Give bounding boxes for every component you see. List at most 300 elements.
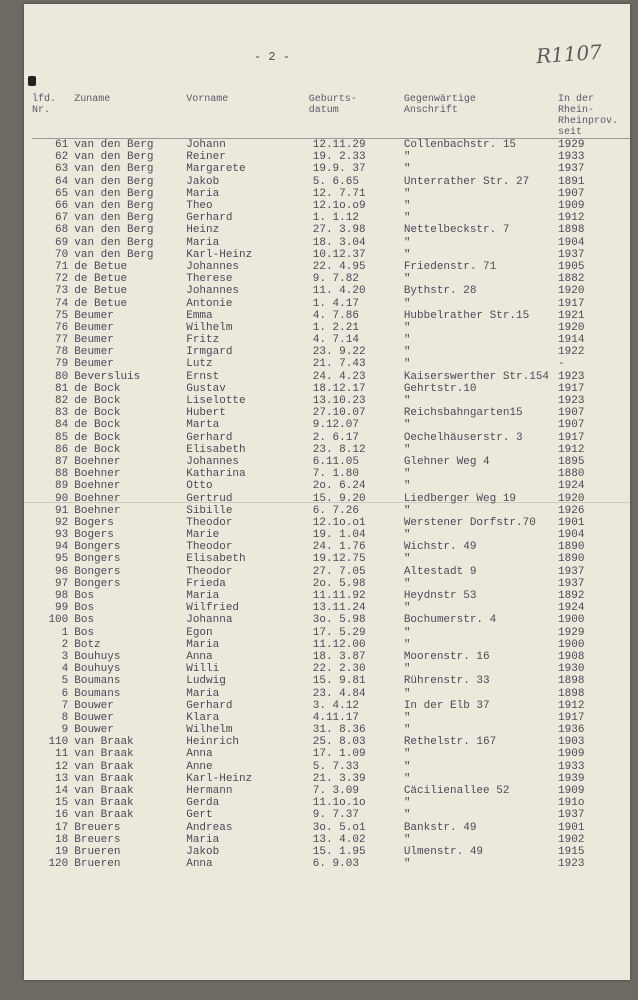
cell-vorname: Hubert xyxy=(186,407,226,420)
cell-nr: 95 xyxy=(55,553,69,566)
cell-geburtsdatum: 6. 9.03 xyxy=(312,858,359,871)
table-row xyxy=(32,139,630,152)
cell-zuname: de Bock xyxy=(74,407,121,420)
cell-nr: 90 xyxy=(55,492,69,505)
cell-zuname: Bouhuys xyxy=(74,650,121,663)
cell-vorname: Sibille xyxy=(186,504,233,517)
table-row xyxy=(32,444,630,456)
cell-nr: 8 xyxy=(61,711,69,724)
table-row xyxy=(32,736,630,748)
cell-vorname: Irmgard xyxy=(186,346,233,359)
cell-zuname: Bongers xyxy=(74,553,121,566)
cell-anschrift: " xyxy=(403,858,411,871)
cell-geburtsdatum: 15. 9.20 xyxy=(312,492,366,505)
cell-zuname: Bongers xyxy=(74,565,121,578)
cell-nr: 14 xyxy=(55,785,69,798)
cell-vorname: Lutz xyxy=(186,358,213,371)
cell-anschrift: Bythstr. 28 xyxy=(403,285,477,298)
cell-vorname: Johannes xyxy=(186,260,240,273)
cell-vorname: Johann xyxy=(186,139,226,152)
cell-vorname: Heinrich xyxy=(186,736,240,749)
cell-zuname: Brueren xyxy=(74,858,121,871)
cell-seit: 1917 xyxy=(558,431,585,444)
cell-nr: 7 xyxy=(61,699,69,712)
cell-vorname: Gert xyxy=(186,809,213,822)
cell-anschrift: " xyxy=(403,443,411,456)
cell-geburtsdatum: 12.1o.o9 xyxy=(312,200,366,213)
cell-nr: 71 xyxy=(55,260,69,273)
cell-vorname: Reiner xyxy=(186,151,226,164)
table-row xyxy=(32,188,630,200)
cell-vorname: Ernst xyxy=(186,370,220,383)
cell-nr: 93 xyxy=(55,529,69,542)
cell-nr: 73 xyxy=(55,285,69,298)
cell-zuname: Beumer xyxy=(74,321,114,334)
cell-seit: 1920 xyxy=(558,321,585,334)
table-row xyxy=(32,249,630,261)
cell-nr: 3 xyxy=(61,650,69,663)
table-row xyxy=(32,724,630,736)
cell-nr: 17 xyxy=(55,821,69,834)
cell-anschrift: Rethelstr. 167 xyxy=(403,736,497,749)
table-row xyxy=(32,273,630,285)
cell-vorname: Wilhelm xyxy=(186,724,233,737)
table-row xyxy=(32,627,630,639)
cell-anschrift: " xyxy=(403,321,411,334)
cell-geburtsdatum: 9. 7.82 xyxy=(312,273,359,286)
cell-nr: 77 xyxy=(55,334,69,347)
cell-zuname: Bouwer xyxy=(74,724,114,737)
cell-geburtsdatum: 18. 3.87 xyxy=(312,650,366,663)
cell-seit: 1890 xyxy=(558,541,585,554)
cell-nr: 11 xyxy=(55,748,69,761)
cell-anschrift: Collenbachstr. 15 xyxy=(403,139,517,152)
cell-seit: 1922 xyxy=(558,346,585,359)
table-row xyxy=(32,334,630,346)
cell-seit: 1907 xyxy=(558,419,585,432)
cell-vorname: Maria xyxy=(186,833,220,846)
cell-seit: 1920 xyxy=(558,492,585,505)
cell-anschrift: Oechelhäuserstr. 3 xyxy=(403,431,523,444)
cell-anschrift: " xyxy=(403,687,411,700)
table-row xyxy=(32,761,630,773)
cell-nr: 15 xyxy=(55,797,69,810)
cell-vorname: Elisabeth xyxy=(186,443,246,456)
cell-vorname: Marie xyxy=(186,529,220,542)
cell-seit: 1937 xyxy=(558,565,585,578)
cell-vorname: Gertrud xyxy=(186,492,233,505)
cell-geburtsdatum: 7. 3.09 xyxy=(312,785,359,798)
cell-nr: 80 xyxy=(55,370,69,383)
cell-seit: 1912 xyxy=(558,212,585,225)
cell-geburtsdatum: 23. 9.22 xyxy=(312,346,366,359)
cell-vorname: Hermann xyxy=(186,785,233,798)
cell-seit: 1924 xyxy=(558,480,585,493)
cell-geburtsdatum: 7. 1.80 xyxy=(312,468,359,481)
cell-anschrift: " xyxy=(403,273,411,286)
cell-anschrift: " xyxy=(403,638,411,651)
table-row xyxy=(32,785,630,797)
cell-nr: 97 xyxy=(55,577,69,590)
cell-nr: 99 xyxy=(55,602,69,615)
cell-geburtsdatum: 22. 2.30 xyxy=(312,663,366,676)
cell-vorname: Therese xyxy=(186,273,233,286)
cell-zuname: Bouwer xyxy=(74,711,114,724)
cell-zuname: Botz xyxy=(74,638,101,651)
table-row xyxy=(32,297,630,309)
cell-zuname: van Braak xyxy=(74,772,134,785)
cell-vorname: Gerhard xyxy=(186,212,233,225)
cell-anschrift: " xyxy=(403,297,411,310)
cell-nr: 62 xyxy=(55,151,69,164)
table-row xyxy=(32,822,630,834)
cell-geburtsdatum: 25. 8.03 xyxy=(312,736,366,749)
table-row xyxy=(32,663,630,675)
cell-vorname: Gerda xyxy=(186,797,220,810)
cell-anschrift: " xyxy=(403,358,411,371)
cell-seit: 1912 xyxy=(558,699,585,712)
cell-geburtsdatum: 4.11.17 xyxy=(312,711,359,724)
cell-nr: 16 xyxy=(55,809,69,822)
table-row xyxy=(32,383,630,395)
table-row xyxy=(32,748,630,760)
cell-geburtsdatum: 11.1o.1o xyxy=(312,797,366,810)
cell-geburtsdatum: 10.12.37 xyxy=(312,248,366,261)
table-row xyxy=(32,456,630,468)
cell-anschrift: " xyxy=(403,480,411,493)
cell-zuname: Beversluis xyxy=(74,370,141,383)
cell-seit: 1937 xyxy=(558,809,585,822)
cell-geburtsdatum: 17. 1.09 xyxy=(312,748,366,761)
cell-nr: 65 xyxy=(55,187,69,200)
table-row xyxy=(32,261,630,273)
cell-anschrift: " xyxy=(403,663,411,676)
table-row xyxy=(32,712,630,724)
cell-zuname: Boehner xyxy=(74,455,121,468)
cell-vorname: Maria xyxy=(186,687,220,700)
cell-seit: 1909 xyxy=(558,200,585,213)
cell-zuname: van Braak xyxy=(74,785,134,798)
header-nr: lfd. Nr. xyxy=(32,94,74,139)
table-row xyxy=(32,614,630,626)
cell-geburtsdatum: 13.10.23 xyxy=(312,395,366,408)
cell-anschrift: " xyxy=(403,187,411,200)
cell-vorname: Katharina xyxy=(186,468,246,481)
cell-zuname: van Braak xyxy=(74,797,134,810)
table-row xyxy=(32,846,630,858)
table-row xyxy=(32,553,630,565)
cell-zuname: Boumans xyxy=(74,687,121,700)
cell-zuname: Beumer xyxy=(74,358,114,371)
cell-zuname: de Bock xyxy=(74,443,121,456)
cell-vorname: Maria xyxy=(186,590,220,603)
cell-geburtsdatum: 15. 1.95 xyxy=(312,845,366,858)
cell-geburtsdatum: 19.9. 37 xyxy=(312,163,366,176)
cell-anschrift: Altestadt 9 xyxy=(403,565,477,578)
cell-anschrift: " xyxy=(403,248,411,261)
cell-seit: 1880 xyxy=(558,468,585,481)
cell-anschrift: " xyxy=(403,626,411,639)
cell-anschrift: Liedberger Weg 19 xyxy=(403,492,517,505)
cell-anschrift: " xyxy=(403,772,411,785)
cell-anschrift: In der Elb 37 xyxy=(403,699,490,712)
cell-anschrift: " xyxy=(403,602,411,615)
cell-nr: 74 xyxy=(55,297,69,310)
cell-zuname: van den Berg xyxy=(74,139,154,152)
cell-seit: 1933 xyxy=(558,760,585,773)
cell-geburtsdatum: 4. 7.86 xyxy=(312,309,359,322)
cell-anschrift: Hubbelrather Str.15 xyxy=(403,309,530,322)
cell-vorname: Anna xyxy=(186,650,213,663)
cell-zuname: Beumer xyxy=(74,334,114,347)
cell-zuname: Beumer xyxy=(74,346,114,359)
table-row xyxy=(32,224,630,236)
cell-nr: 12 xyxy=(55,760,69,773)
cell-nr: 63 xyxy=(55,163,69,176)
cell-seit: 1929 xyxy=(558,626,585,639)
cell-geburtsdatum: 18.12.17 xyxy=(312,382,366,395)
cell-geburtsdatum: 23. 4.84 xyxy=(312,687,366,700)
cell-vorname: Willi xyxy=(186,663,220,676)
cell-anschrift: " xyxy=(403,504,411,517)
cell-seit: 1904 xyxy=(558,236,585,249)
table-row xyxy=(32,858,630,870)
cell-anschrift: Gehrtstr.10 xyxy=(403,382,477,395)
cell-zuname: de Betue xyxy=(74,285,128,298)
table-row xyxy=(32,517,630,529)
cell-geburtsdatum: 6.11.05 xyxy=(312,455,359,468)
cell-nr: 98 xyxy=(55,590,69,603)
cell-anschrift: " xyxy=(403,163,411,176)
cell-seit: 1882 xyxy=(558,273,585,286)
cell-zuname: de Betue xyxy=(74,297,128,310)
cell-zuname: van Braak xyxy=(74,760,134,773)
cell-anschrift: " xyxy=(403,809,411,822)
cell-geburtsdatum: 12. 7.71 xyxy=(312,187,366,200)
cell-zuname: Bouhuys xyxy=(74,663,121,676)
cell-seit: 1890 xyxy=(558,553,585,566)
cell-anschrift: " xyxy=(403,346,411,359)
cell-anschrift: Friedenstr. 71 xyxy=(403,260,497,273)
punch-hole-mark xyxy=(28,76,36,86)
cell-anschrift: " xyxy=(403,212,411,225)
table-row xyxy=(32,687,630,699)
cell-geburtsdatum: 5. 7.33 xyxy=(312,760,359,773)
cell-zuname: Bos xyxy=(74,590,95,603)
cell-vorname: Margarete xyxy=(186,163,246,176)
cell-nr: 18 xyxy=(55,833,69,846)
cell-seit: 1905 xyxy=(558,260,585,273)
cell-anschrift: Bankstr. 49 xyxy=(403,821,477,834)
cell-vorname: Antonie xyxy=(186,297,233,310)
cell-seit: - xyxy=(558,358,565,371)
cell-vorname: Wilfried xyxy=(186,602,240,615)
cell-zuname: Boehner xyxy=(74,480,121,493)
cell-seit: 1933 xyxy=(558,151,585,164)
cell-geburtsdatum: 27. 7.05 xyxy=(312,565,366,578)
cell-seit: 1930 xyxy=(558,663,585,676)
table-row xyxy=(32,407,630,419)
cell-vorname: Marta xyxy=(186,419,220,432)
header-geburtsdatum: Geburts- datum xyxy=(309,94,404,139)
cell-geburtsdatum: 24. 4.23 xyxy=(312,370,366,383)
cell-seit: 1891 xyxy=(558,175,585,188)
cell-zuname: van den Berg xyxy=(74,236,154,249)
cell-nr: 86 xyxy=(55,443,69,456)
cell-zuname: van den Berg xyxy=(74,248,154,261)
cell-vorname: Gerhard xyxy=(186,431,233,444)
cell-seit: 1907 xyxy=(558,407,585,420)
cell-zuname: de Bock xyxy=(74,419,121,432)
cell-geburtsdatum: 12.11.29 xyxy=(312,139,366,152)
cell-seit: 1898 xyxy=(558,675,585,688)
cell-seit: 1903 xyxy=(558,736,585,749)
cell-geburtsdatum: 17. 5.29 xyxy=(312,626,366,639)
cell-anschrift: " xyxy=(403,395,411,408)
cell-anschrift: Kaiserswerther Str.154 xyxy=(403,370,550,383)
cell-geburtsdatum: 13. 4.02 xyxy=(312,833,366,846)
table-row xyxy=(32,285,630,297)
cell-seit: 1937 xyxy=(558,577,585,590)
cell-vorname: Theodor xyxy=(186,541,233,554)
cell-seit: 1923 xyxy=(558,858,585,871)
cell-nr: 75 xyxy=(55,309,69,322)
cell-seit: 1909 xyxy=(558,748,585,761)
cell-vorname: Maria xyxy=(186,236,220,249)
cell-seit: 1895 xyxy=(558,455,585,468)
cell-seit: 1898 xyxy=(558,224,585,237)
cell-vorname: Änne xyxy=(186,760,213,773)
cell-anschrift: " xyxy=(403,468,411,481)
cell-seit: 1929 xyxy=(558,139,585,152)
cell-zuname: van den Berg xyxy=(74,151,154,164)
cell-anschrift: " xyxy=(403,419,411,432)
table-row xyxy=(32,797,630,809)
table-row xyxy=(32,163,630,175)
cell-nr: 1 xyxy=(61,626,69,639)
cell-geburtsdatum: 2o. 6.24 xyxy=(312,480,366,493)
cell-vorname: Egon xyxy=(186,626,213,639)
cell-geburtsdatum: 1. 2.21 xyxy=(312,321,359,334)
cell-anschrift: Wichstr. 49 xyxy=(403,541,477,554)
table-row xyxy=(32,639,630,651)
table-row xyxy=(32,566,630,578)
table-row xyxy=(32,419,630,431)
cell-seit: 1892 xyxy=(558,590,585,603)
cell-zuname: de Bock xyxy=(74,395,121,408)
cell-zuname: van Braak xyxy=(74,809,134,822)
cell-zuname: Breuers xyxy=(74,833,121,846)
cell-vorname: Emma xyxy=(186,309,213,322)
cell-anschrift: " xyxy=(403,334,411,347)
cell-anschrift: Werstener Dorfstr.70 xyxy=(403,516,536,529)
cell-nr: 85 xyxy=(55,431,69,444)
cell-vorname: Anna xyxy=(186,858,213,871)
table-row xyxy=(32,371,630,383)
cell-nr: 100 xyxy=(48,614,69,627)
cell-geburtsdatum: 9.12.07 xyxy=(312,419,359,432)
cell-anschrift: " xyxy=(403,833,411,846)
cell-vorname: Heinz xyxy=(186,224,220,237)
cell-vorname: Johannes xyxy=(186,455,240,468)
table-row xyxy=(32,590,630,602)
cell-nr: 96 xyxy=(55,565,69,578)
cell-zuname: Bongers xyxy=(74,541,121,554)
cell-anschrift: Bochumerstr. 4 xyxy=(403,614,497,627)
cell-nr: 82 xyxy=(55,395,69,408)
header-zuname: Zuname xyxy=(74,94,186,139)
cell-anschrift: " xyxy=(403,236,411,249)
cell-nr: 13 xyxy=(55,772,69,785)
cell-zuname: Brueren xyxy=(74,845,121,858)
cell-seit: 1907 xyxy=(558,187,585,200)
header-anschrift: Gegenwärtige Anschrift xyxy=(404,94,558,139)
register-table xyxy=(32,94,630,870)
cell-anschrift: Unterrather Str. 27 xyxy=(403,175,530,188)
cell-vorname: Ludwig xyxy=(186,675,226,688)
cell-seit: 1917 xyxy=(558,382,585,395)
table-row xyxy=(32,529,630,541)
table-row xyxy=(32,602,630,614)
header-seit: In der Rhein- Rheinprov. seit xyxy=(558,94,630,139)
table-row xyxy=(32,151,630,163)
cell-zuname: van den Berg xyxy=(74,187,154,200)
table-row xyxy=(32,395,630,407)
cell-zuname: de Bock xyxy=(74,382,121,395)
cell-nr: 88 xyxy=(55,468,69,481)
cell-vorname: Frieda xyxy=(186,577,226,590)
cell-vorname: Maria xyxy=(186,638,220,651)
table-row xyxy=(32,346,630,358)
cell-zuname: Beumer xyxy=(74,309,114,322)
cell-anschrift: " xyxy=(403,797,411,810)
cell-geburtsdatum: 11. 4.20 xyxy=(312,285,366,298)
cell-seit: 1923 xyxy=(558,370,585,383)
table-row xyxy=(32,176,630,188)
cell-geburtsdatum: 13.11.24 xyxy=(312,602,366,615)
cell-seit: 1936 xyxy=(558,724,585,737)
cell-geburtsdatum: 2. 6.17 xyxy=(312,431,359,444)
cell-seit: 191o xyxy=(558,797,585,810)
table-row xyxy=(32,468,630,480)
cell-vorname: Andreas xyxy=(186,821,233,834)
cell-vorname: Otto xyxy=(186,480,213,493)
cell-seit: 1939 xyxy=(558,772,585,785)
cell-nr: 70 xyxy=(55,248,69,261)
cell-anschrift: " xyxy=(403,711,411,724)
cell-vorname: Wilhelm xyxy=(186,321,233,334)
cell-nr: 91 xyxy=(55,504,69,517)
cell-vorname: Klara xyxy=(186,711,220,724)
cell-vorname: Karl-Heinz xyxy=(186,772,253,785)
table-row xyxy=(32,809,630,821)
cell-seit: 1920 xyxy=(558,285,585,298)
cell-nr: 120 xyxy=(48,858,69,871)
cell-anschrift: Reichsbahngarten15 xyxy=(403,407,523,420)
cell-seit: 1914 xyxy=(558,334,585,347)
cell-zuname: de Betue xyxy=(74,273,128,286)
cell-anschrift: Glehner Weg 4 xyxy=(403,455,490,468)
cell-zuname: Bos xyxy=(74,626,95,639)
cell-anschrift: " xyxy=(403,529,411,542)
cell-anschrift: " xyxy=(403,151,411,164)
table-row xyxy=(32,480,630,492)
cell-nr: 79 xyxy=(55,358,69,371)
cell-geburtsdatum: 1. 1.12 xyxy=(312,212,359,225)
cell-vorname: Gustav xyxy=(186,382,226,395)
cell-geburtsdatum: 11.11.92 xyxy=(312,590,366,603)
cell-zuname: Bogers xyxy=(74,516,114,529)
